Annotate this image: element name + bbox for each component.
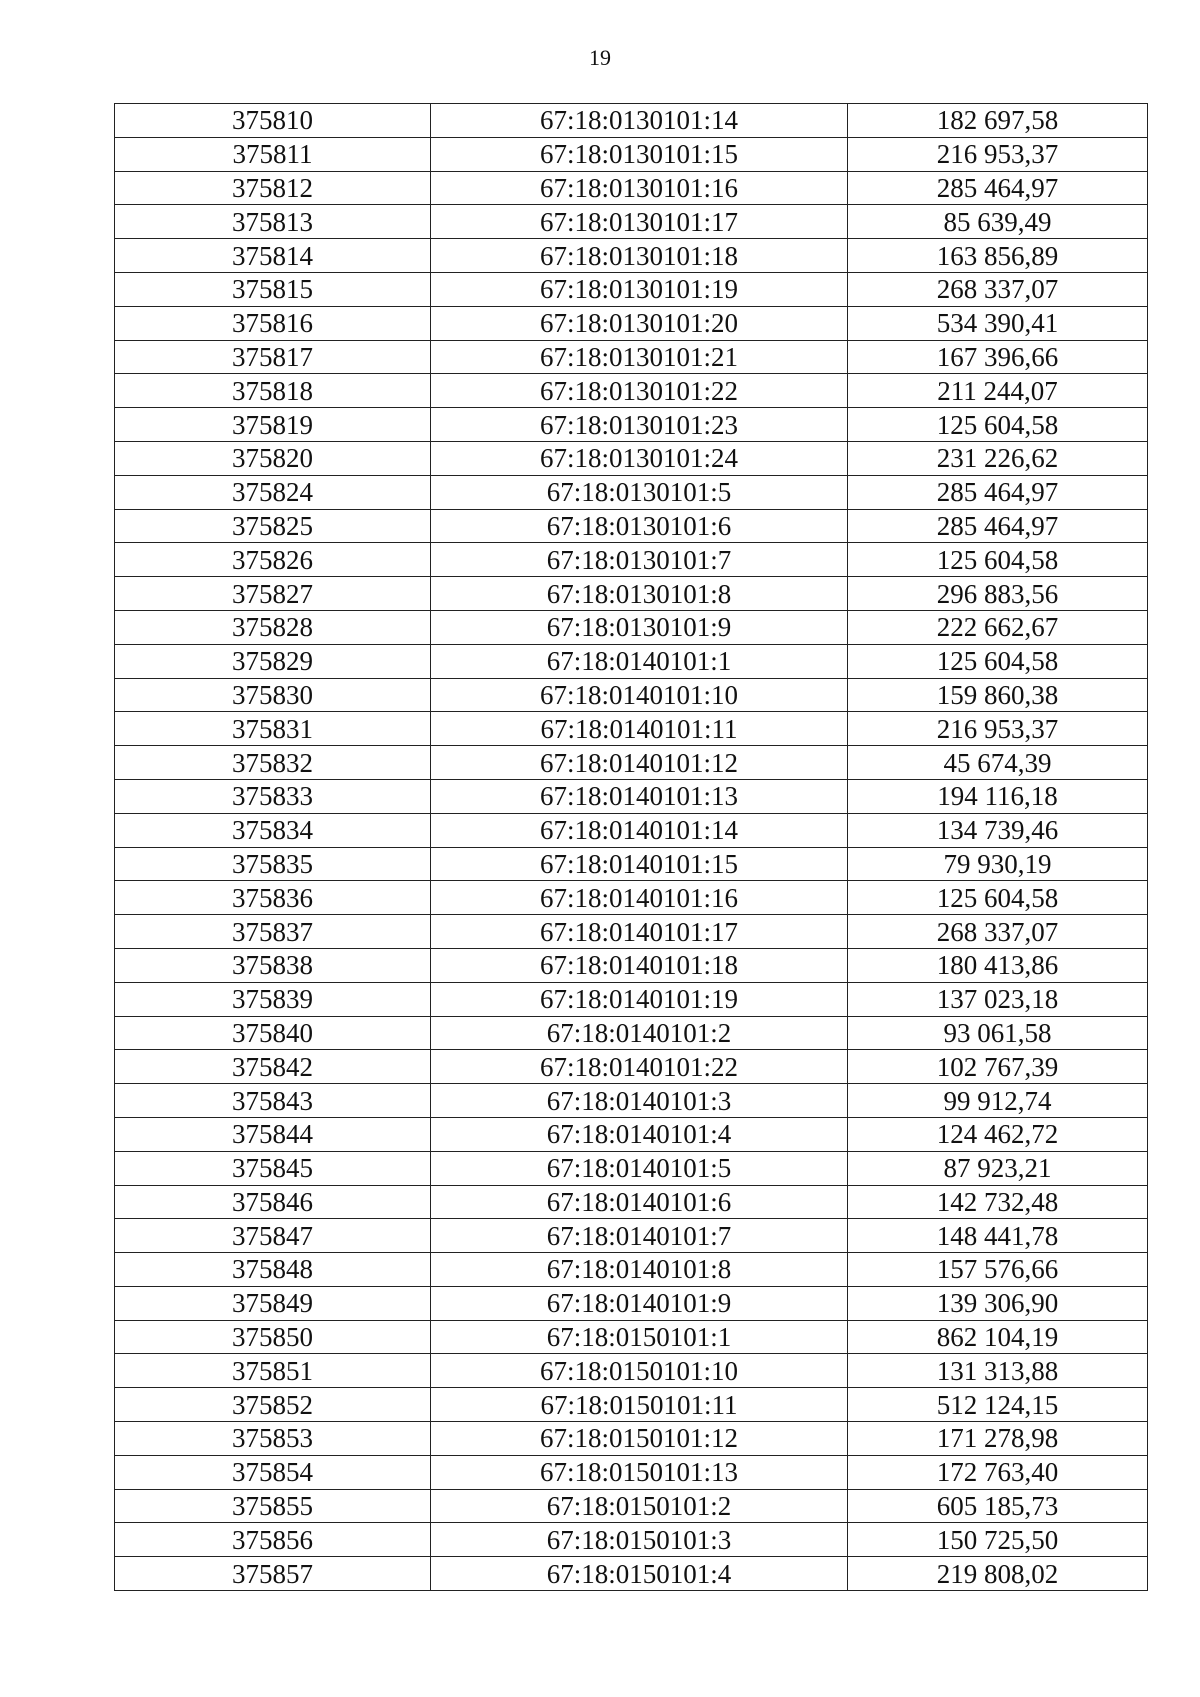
cadastral-number-cell: 67:18:0130101:14 [431,104,848,138]
cadastral-number-cell: 67:18:0140101:17 [431,915,848,949]
table-row [115,340,1148,374]
value-cell: 125 604,58 [848,881,1148,915]
cadastral-number-cell: 67:18:0140101:13 [431,779,848,813]
value-cell: 862 104,19 [848,1320,1148,1354]
value-cell: 142 732,48 [848,1185,1148,1219]
cadastral-number-cell: 67:18:0140101:7 [431,1219,848,1253]
table-row [115,1455,1148,1489]
record-id-cell: 375849 [115,1286,431,1320]
table-row [115,779,1148,813]
value-cell: 139 306,90 [848,1286,1148,1320]
value-cell: 87 923,21 [848,1151,1148,1185]
record-id-cell: 375848 [115,1253,431,1287]
record-id-cell: 375853 [115,1422,431,1456]
record-id-cell: 375831 [115,712,431,746]
value-cell: 148 441,78 [848,1219,1148,1253]
cadastral-number-cell: 67:18:0130101:15 [431,137,848,171]
table-row [115,644,1148,678]
table-row [115,1185,1148,1219]
value-cell: 268 337,07 [848,272,1148,306]
table-row [115,1354,1148,1388]
cadastral-number-cell: 67:18:0140101:18 [431,948,848,982]
table-row [115,137,1148,171]
record-id-cell: 375819 [115,408,431,442]
record-id-cell: 375850 [115,1320,431,1354]
registry-table-body [115,104,1148,1591]
record-id-cell: 375813 [115,205,431,239]
cadastral-number-cell: 67:18:0140101:9 [431,1286,848,1320]
value-cell: 79 930,19 [848,847,1148,881]
cadastral-number-cell: 67:18:0140101:16 [431,881,848,915]
cadastral-number-cell: 67:18:0130101:9 [431,610,848,644]
record-id-cell: 375825 [115,509,431,543]
record-id-cell: 375838 [115,948,431,982]
table-row [115,712,1148,746]
record-id-cell: 375820 [115,441,431,475]
cadastral-number-cell: 67:18:0140101:8 [431,1253,848,1287]
cadastral-number-cell: 67:18:0150101:4 [431,1557,848,1591]
value-cell: 125 604,58 [848,408,1148,442]
value-cell: 125 604,58 [848,644,1148,678]
value-cell: 268 337,07 [848,915,1148,949]
cadastral-number-cell: 67:18:0140101:10 [431,678,848,712]
cadastral-number-cell: 67:18:0150101:10 [431,1354,848,1388]
value-cell: 150 725,50 [848,1523,1148,1557]
cadastral-number-cell: 67:18:0130101:16 [431,171,848,205]
record-id-cell: 375855 [115,1489,431,1523]
record-id-cell: 375824 [115,475,431,509]
table-row [115,847,1148,881]
cadastral-number-cell: 67:18:0130101:19 [431,272,848,306]
record-id-cell: 375851 [115,1354,431,1388]
table-row [115,1523,1148,1557]
table-row [115,577,1148,611]
cadastral-number-cell: 67:18:0130101:7 [431,543,848,577]
table-row [115,746,1148,780]
value-cell: 163 856,89 [848,239,1148,273]
record-id-cell: 375817 [115,340,431,374]
value-cell: 285 464,97 [848,475,1148,509]
value-cell: 99 912,74 [848,1084,1148,1118]
record-id-cell: 375828 [115,610,431,644]
cadastral-number-cell: 67:18:0140101:22 [431,1050,848,1084]
record-id-cell: 375833 [115,779,431,813]
table-row [115,1320,1148,1354]
table-row [115,441,1148,475]
record-id-cell: 375812 [115,171,431,205]
table-row [115,374,1148,408]
value-cell: 211 244,07 [848,374,1148,408]
value-cell: 137 023,18 [848,982,1148,1016]
value-cell: 167 396,66 [848,340,1148,374]
table-row [115,1084,1148,1118]
cadastral-number-cell: 67:18:0150101:12 [431,1422,848,1456]
table-row [115,1016,1148,1050]
cadastral-number-cell: 67:18:0130101:6 [431,509,848,543]
record-id-cell: 375856 [115,1523,431,1557]
value-cell: 534 390,41 [848,306,1148,340]
record-id-cell: 375836 [115,881,431,915]
table-row [115,475,1148,509]
value-cell: 194 116,18 [848,779,1148,813]
table-row [115,1422,1148,1456]
cadastral-number-cell: 67:18:0130101:24 [431,441,848,475]
registry-table [114,103,1148,1591]
cadastral-number-cell: 67:18:0140101:11 [431,712,848,746]
value-cell: 180 413,86 [848,948,1148,982]
page-number: 19 [589,45,611,70]
table-row [115,509,1148,543]
table-row [115,982,1148,1016]
record-id-cell: 375835 [115,847,431,881]
record-id-cell: 375816 [115,306,431,340]
value-cell: 134 739,46 [848,813,1148,847]
record-id-cell: 375857 [115,1557,431,1591]
record-id-cell: 375832 [115,746,431,780]
record-id-cell: 375847 [115,1219,431,1253]
cadastral-number-cell: 67:18:0140101:6 [431,1185,848,1219]
record-id-cell: 375811 [115,137,431,171]
table-row [115,1219,1148,1253]
cadastral-number-cell: 67:18:0150101:3 [431,1523,848,1557]
cadastral-number-cell: 67:18:0150101:13 [431,1455,848,1489]
record-id-cell: 375843 [115,1084,431,1118]
table-row [115,1050,1148,1084]
value-cell: 159 860,38 [848,678,1148,712]
value-cell: 93 061,58 [848,1016,1148,1050]
value-cell: 285 464,97 [848,171,1148,205]
table-row [115,1557,1148,1591]
table-row [115,1253,1148,1287]
cadastral-number-cell: 67:18:0140101:19 [431,982,848,1016]
table-row [115,171,1148,205]
record-id-cell: 375815 [115,272,431,306]
record-id-cell: 375852 [115,1388,431,1422]
cadastral-number-cell: 67:18:0130101:23 [431,408,848,442]
value-cell: 216 953,37 [848,712,1148,746]
cadastral-number-cell: 67:18:0140101:12 [431,746,848,780]
cadastral-number-cell: 67:18:0140101:4 [431,1117,848,1151]
cadastral-number-cell: 67:18:0140101:5 [431,1151,848,1185]
value-cell: 102 767,39 [848,1050,1148,1084]
record-id-cell: 375846 [115,1185,431,1219]
cadastral-number-cell: 67:18:0150101:2 [431,1489,848,1523]
value-cell: 131 313,88 [848,1354,1148,1388]
value-cell: 285 464,97 [848,509,1148,543]
record-id-cell: 375854 [115,1455,431,1489]
record-id-cell: 375827 [115,577,431,611]
cadastral-number-cell: 67:18:0130101:22 [431,374,848,408]
cadastral-number-cell: 67:18:0130101:20 [431,306,848,340]
cadastral-number-cell: 67:18:0140101:14 [431,813,848,847]
value-cell: 216 953,37 [848,137,1148,171]
value-cell: 125 604,58 [848,543,1148,577]
record-id-cell: 375826 [115,543,431,577]
cadastral-number-cell: 67:18:0140101:2 [431,1016,848,1050]
record-id-cell: 375830 [115,678,431,712]
cadastral-number-cell: 67:18:0150101:11 [431,1388,848,1422]
value-cell: 45 674,39 [848,746,1148,780]
value-cell: 512 124,15 [848,1388,1148,1422]
record-id-cell: 375829 [115,644,431,678]
table-row [115,306,1148,340]
table-row [115,948,1148,982]
table-row [115,205,1148,239]
table-row [115,1151,1148,1185]
table-row [115,1286,1148,1320]
record-id-cell: 375839 [115,982,431,1016]
table-row [115,881,1148,915]
table-row [115,408,1148,442]
cadastral-number-cell: 67:18:0150101:1 [431,1320,848,1354]
cadastral-number-cell: 67:18:0140101:3 [431,1084,848,1118]
record-id-cell: 375844 [115,1117,431,1151]
cadastral-number-cell: 67:18:0130101:5 [431,475,848,509]
cadastral-number-cell: 67:18:0130101:18 [431,239,848,273]
record-id-cell: 375814 [115,239,431,273]
record-id-cell: 375842 [115,1050,431,1084]
table-row [115,813,1148,847]
value-cell: 182 697,58 [848,104,1148,138]
record-id-cell: 375837 [115,915,431,949]
table-row [115,1489,1148,1523]
value-cell: 171 278,98 [848,1422,1148,1456]
record-id-cell: 375810 [115,104,431,138]
cadastral-number-cell: 67:18:0130101:21 [431,340,848,374]
record-id-cell: 375840 [115,1016,431,1050]
record-id-cell: 375818 [115,374,431,408]
table-row [115,1117,1148,1151]
table-row [115,1388,1148,1422]
value-cell: 296 883,56 [848,577,1148,611]
table-row [115,915,1148,949]
cadastral-number-cell: 67:18:0130101:17 [431,205,848,239]
record-id-cell: 375845 [115,1151,431,1185]
table-row [115,543,1148,577]
table-row [115,610,1148,644]
table-row [115,104,1148,138]
value-cell: 124 462,72 [848,1117,1148,1151]
value-cell: 85 639,49 [848,205,1148,239]
table-row [115,678,1148,712]
cadastral-number-cell: 67:18:0130101:8 [431,577,848,611]
value-cell: 157 576,66 [848,1253,1148,1287]
table-row [115,239,1148,273]
value-cell: 219 808,02 [848,1557,1148,1591]
value-cell: 172 763,40 [848,1455,1148,1489]
table-row [115,272,1148,306]
value-cell: 222 662,67 [848,610,1148,644]
value-cell: 231 226,62 [848,441,1148,475]
cadastral-number-cell: 67:18:0140101:1 [431,644,848,678]
record-id-cell: 375834 [115,813,431,847]
cadastral-number-cell: 67:18:0140101:15 [431,847,848,881]
value-cell: 605 185,73 [848,1489,1148,1523]
